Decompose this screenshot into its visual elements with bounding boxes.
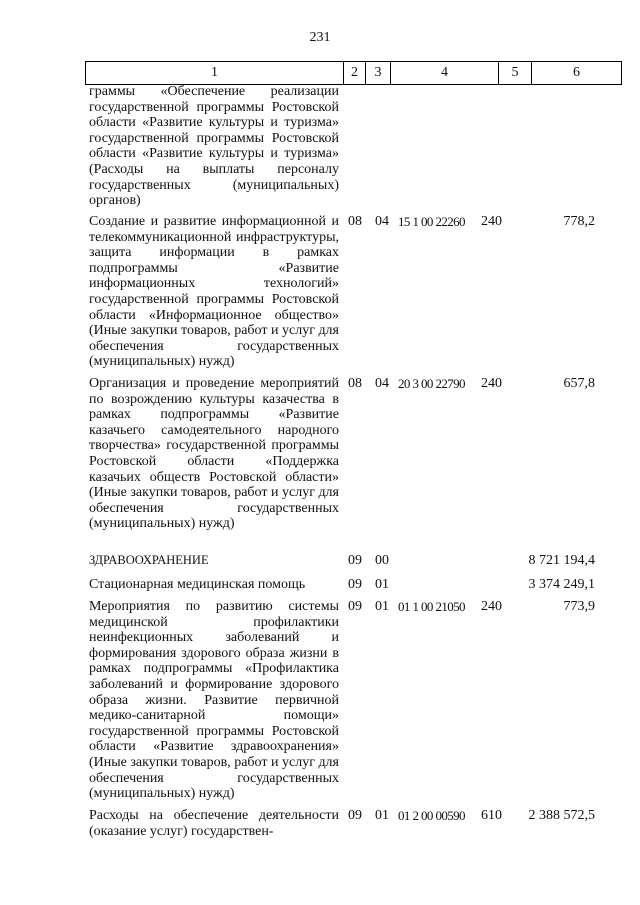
row-amount: 657,8 xyxy=(563,376,595,391)
header-col-4: 4 xyxy=(391,62,499,84)
row-description: Расходы на обеспечение деятельности (оказание услуг) государствен- xyxy=(89,808,339,839)
header-col-6: 6 xyxy=(532,62,622,84)
row-amount: 773,9 xyxy=(563,599,595,614)
row-description: граммы «Обеспечение реализации государственной программы Ростовской области «Развитие культуры и туризма» государственной программы Ростовской области «Развитие культуры и туризма» (Расходы на выплаты персоналу государственных (муниципальных) органов) xyxy=(89,84,339,209)
row-description: ЗДРАВООХРАНЕНИЕ xyxy=(89,553,209,567)
row-expense-type: 240 xyxy=(481,214,502,229)
row-section-code: 09 xyxy=(348,599,362,614)
row-amount: 778,2 xyxy=(563,214,595,229)
row-subsection-code: 01 xyxy=(375,599,389,614)
row-section-code: 08 xyxy=(348,376,362,391)
row-target-article: 20 3 00 22790 xyxy=(398,376,465,391)
page-number: 231 xyxy=(309,30,331,45)
row-description: Создание и развитие информационной и телекоммуникационной инфраструктуры, защита информации в рамках подпрограммы «Развитие информационных технологий» государственной программы Ростовской области «Информационное общество» (Иные закупки товаров, работ и услуг для обеспечения государственных (муниципальных) нужд) xyxy=(89,214,339,370)
row-description: Организация и проведение мероприятий по возрождению культуры казачества в рамках подпрограммы «Развитие казачьего самодеятельного народного творчества» государственной программы Ростовской области «Поддержка казачьих обществ Ростовской области» (Иные закупки товаров, работ и услуг для обеспечения государственных (муниципальных) нужд) xyxy=(89,376,339,532)
row-section-code: 08 xyxy=(348,214,362,229)
row-target-article: 01 2 00 00590 xyxy=(398,808,465,823)
row-expense-type: 240 xyxy=(481,599,502,614)
table-header xyxy=(85,61,622,85)
row-section-code: 09 xyxy=(348,553,362,568)
row-expense-type: 610 xyxy=(481,808,502,823)
row-subsection-code: 01 xyxy=(375,577,389,592)
row-target-article: 15 1 00 22260 xyxy=(398,214,465,229)
row-amount: 8 721 194,4 xyxy=(528,553,595,568)
header-col-1: 1 xyxy=(86,62,344,84)
header-col-2: 2 xyxy=(344,62,366,84)
row-subsection-code: 01 xyxy=(375,808,389,823)
header-col-5: 5 xyxy=(499,62,532,84)
row-amount: 2 388 572,5 xyxy=(528,808,595,823)
row-subsection-code: 04 xyxy=(375,376,389,391)
row-expense-type: 240 xyxy=(481,376,502,391)
header-col-3: 3 xyxy=(366,62,391,84)
row-description: Мероприятия по развитию системы медицинской профилактики неинфекционных заболеваний и формирования здорового образа жизни в рамках подпрограммы «Профилактика заболеваний и формирование здорового образа жизни. Развитие первичной медико-санитарной помощи» государственной программы Ростовской области «Развитие здравоохранения» (Иные закупки товаров, работ и услуг для обеспечения государственных (муниципальных) нужд) xyxy=(89,599,339,802)
row-section-code: 09 xyxy=(348,577,362,592)
row-target-article: 01 1 00 21050 xyxy=(398,599,465,614)
row-amount: 3 374 249,1 xyxy=(528,577,595,592)
row-subsection-code: 04 xyxy=(375,214,389,229)
row-subsection-code: 00 xyxy=(375,553,389,568)
row-section-code: 09 xyxy=(348,808,362,823)
row-description: Стационарная медицинская помощь xyxy=(89,577,306,592)
